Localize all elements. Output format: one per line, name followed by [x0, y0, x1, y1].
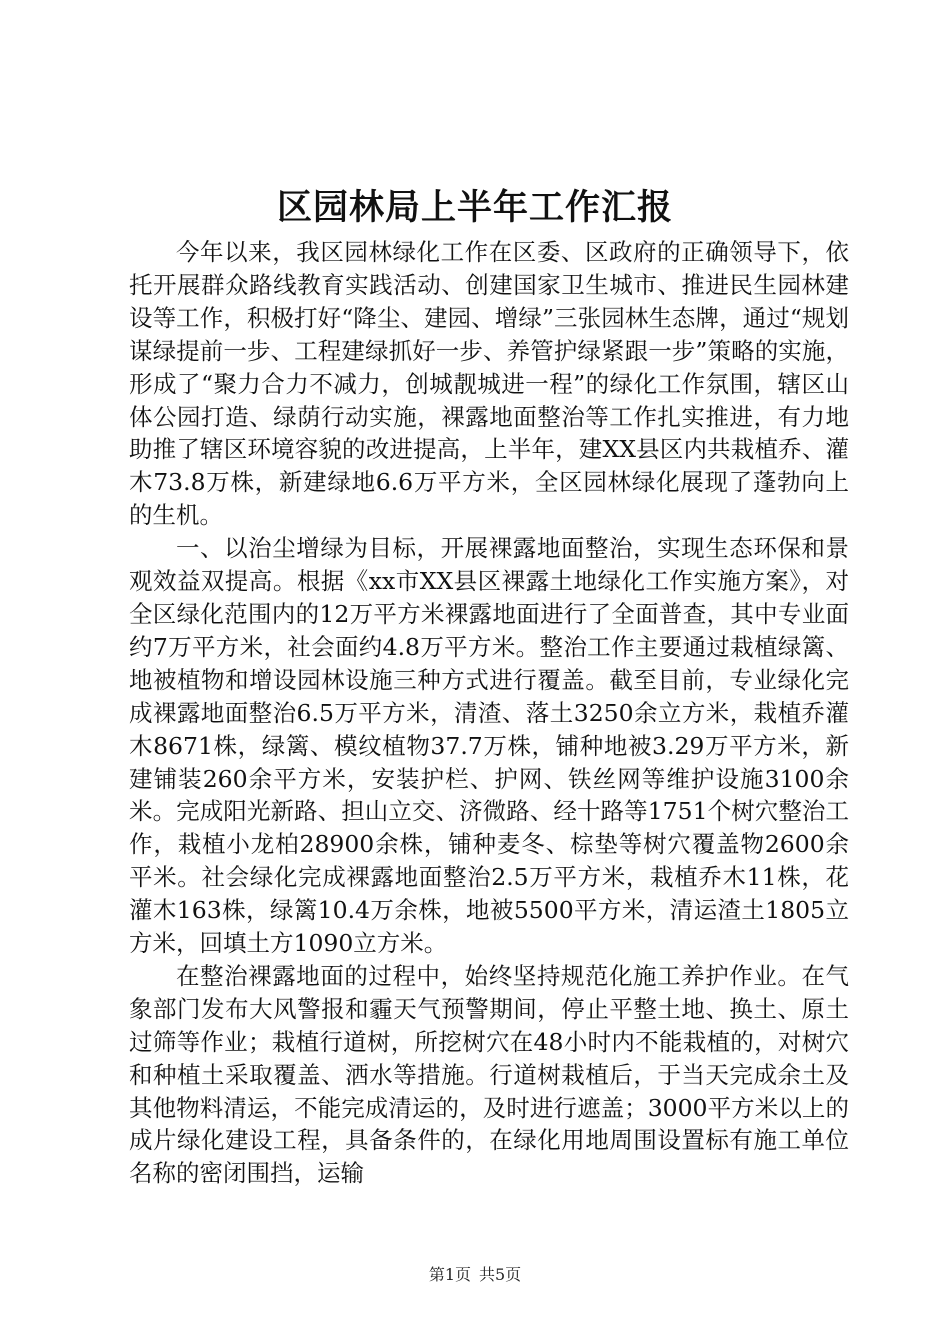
page-footer — [0, 1264, 950, 1286]
paragraph-intro: 今年以来，我区园林绿化工作在区委、区政府的正确领导下，依托开展群众路线教育实践活动、创建国家卫生城市、推进民生园林建设等工作，积极打好“降尘、建园、增绿”三张园林生态牌，通过“规划谋绿提前一步、工程建绿抓好一步、养管护绿紧跟一步”策略的实施，形成了“聚力合力不减力，创城靓城进一程”的绿化工作氛围，辖区山体公园打造、绿荫行动实施，裸露地面整治等工作扎实推进，有力地助推了辖区环境容貌的改进提高，上半年，建XX县区内共栽植乔、灌木73.8万株，新建绿地6.6万平方米，全区园林绿化展现了蓬勃向上的生机。 — [129, 238, 849, 530]
paragraph-section-one: 一、以治尘增绿为目标，开展裸露地面整治，实现生态环保和景观效益双提高。根据《xx市XX县区裸露土地绿化工作实施方案》，对全区绿化范围内的12万平方米裸露地面进行了全面普查，其中专业面约7万平方米，社会面约4.8万平方米。整治工作主要通过栽植绿篱、地被植物和增设园林设施三种方式进行覆盖。截至目前，专业绿化完成裸露地面整治6.5万平方米，清渣、落土3250余立方米，栽植乔灌木8671株，绿篱、模纹植物37.7万株，铺种地被3.29万平方米，新建铺装260余平方米，安装护栏、护网、铁丝网等维护设施3100余米。完成阳光新路、担山立交、济微路、经十路等1751个树穴整治工作，栽植小龙柏28900余株，铺种麦冬、棕垫等树穴覆盖物2600余平米。社会绿化完成裸露地面整治2.5万平方米，栽植乔木11株，花灌木163株，绿篱10.4万余株，地被5500平方米，清运渣土1805立方米，回填土方1090立方米。 — [129, 534, 849, 958]
document-title: 区园林局上半年工作汇报 — [276, 187, 673, 228]
page-total: 共5页 — [479, 1265, 522, 1284]
paragraph-construction: 在整治裸露地面的过程中，始终坚持规范化施工养护作业。在气象部门发布大风警报和霾天气预警期间，停止平整土地、换土、原土过筛等作业；栽植行道树，所挖树穴在48小时内不能栽植的，对树穴和种植土采取覆盖、洒水等措施。行道树栽植后，于当天完成余土及其他物料清运，不能完成清运的，及时进行遮盖；3000平方米以上的成片绿化建设工程，具备条件的，在绿化用地周围设置标有施工单位名称的密闭围挡，运输 — [129, 961, 849, 1188]
page-number: 第1页 — [428, 1265, 471, 1284]
document-body — [129, 236, 849, 1190]
